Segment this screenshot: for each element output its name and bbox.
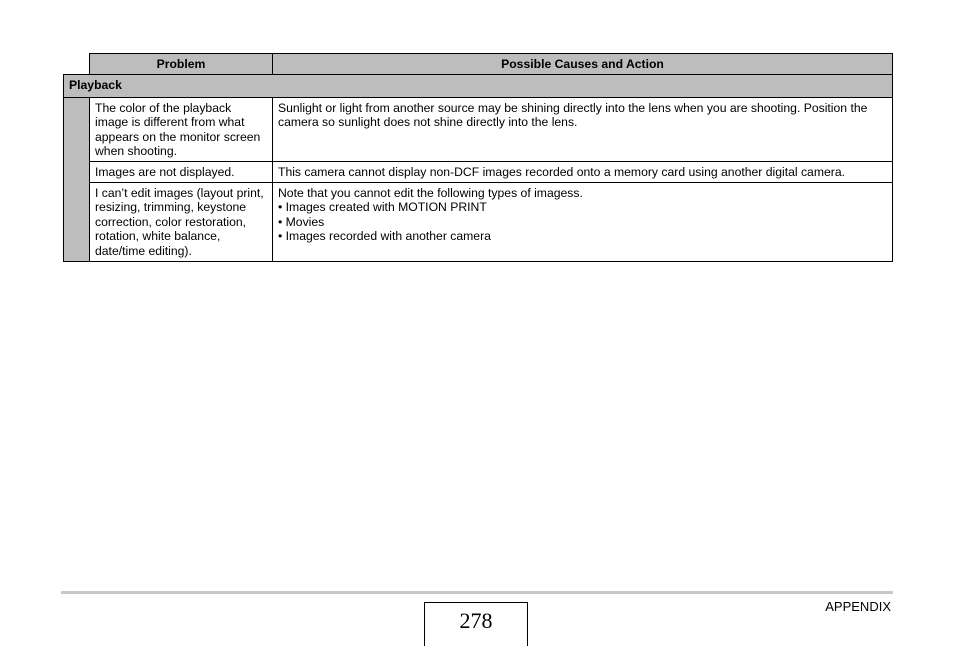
action-cell: Sunlight or light from another source may be shining directly into the lens when you are shooting. Position the camera so sunlight does not shine directly into the lens. [273,97,893,161]
table-row [64,182,893,261]
section-label: APPENDIX [825,599,891,614]
section-heading-playback: Playback [64,75,893,98]
section-row [64,75,893,98]
action-bullet-list [278,200,887,244]
bullet-item: • Movies [278,215,887,230]
action-text: Note that you cannot edit the following types of imagess. [278,185,583,200]
problem-cell: The color of the playback image is different from what appears on the monitor screen when shooting. [90,97,273,161]
problem-cell: I can’t edit images (layout print, resizing, trimming, keystone correction, color restoration, rotation, white balance, date/time editing). [90,182,273,261]
bullet-item: • Images recorded with another camera [278,229,887,244]
page-number: 278 [424,602,528,646]
header-problem: Problem [90,54,273,75]
action-cell [273,182,893,261]
bullet-item: • Images created with MOTION PRINT [278,200,887,215]
table-header-row [64,54,893,75]
table-row [64,97,893,161]
troubleshooting-table [63,53,893,262]
header-causes-action: Possible Causes and Action [273,54,893,75]
table-row [64,161,893,182]
action-cell: This camera cannot display non-DCF images recorded onto a memory card using another digital camera. [273,161,893,182]
table-corner [64,54,90,75]
section-side-bar [64,97,90,261]
problem-cell: Images are not displayed. [90,161,273,182]
footer-divider [61,591,893,594]
